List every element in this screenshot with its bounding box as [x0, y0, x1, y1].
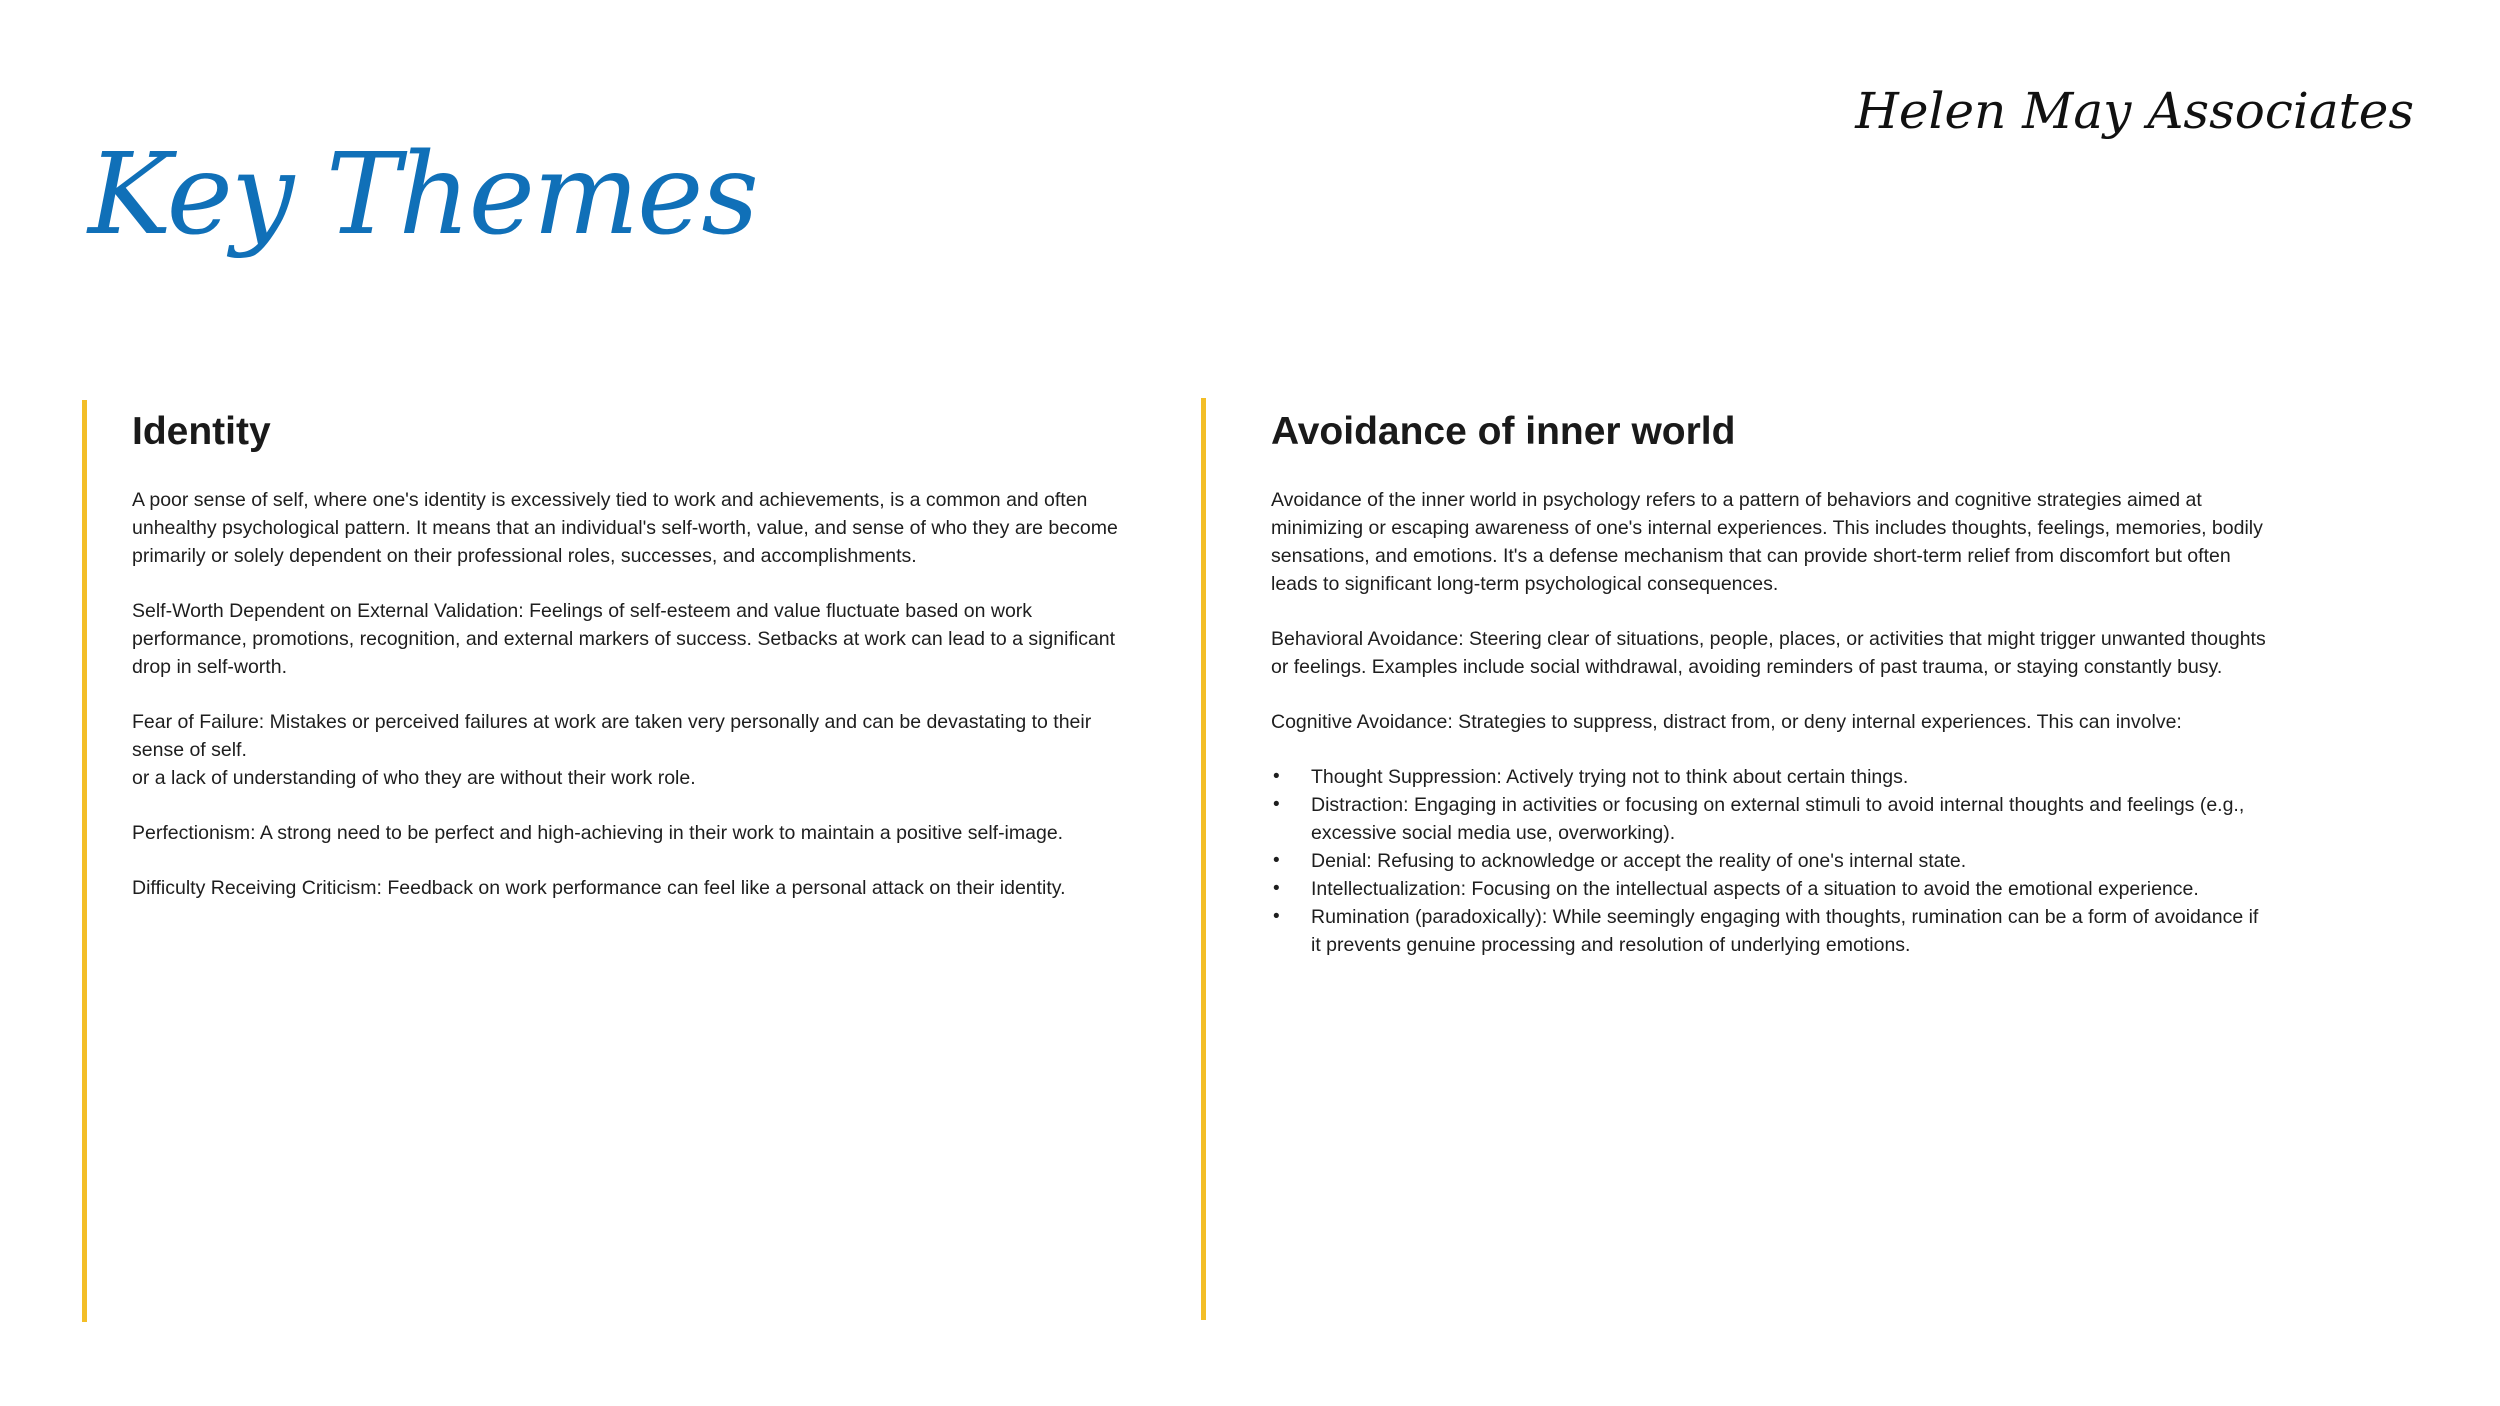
list-item [1271, 763, 2271, 791]
cognitive-avoidance-list [1271, 763, 2271, 959]
fear-of-failure-text: Fear of Failure: Mistakes or perceived failures at work are taken very personally and can be devastating to their sense of self. [132, 711, 1092, 761]
bullet-text: Intellectualization: Focusing on the intellectual aspects of a situation to avoid the emotional experience. [1311, 878, 2199, 900]
identity-intro: A poor sense of self, where one's identity is excessively tied to work and achievements, is a common and often unhealthy psychological pattern. It means that an individual's self-worth, value, and sense of who they are become primarily or solely dependent on their professional roles, successes, and accomplishments. [132, 489, 1118, 567]
bullet-text: Denial: Refusing to acknowledge or accept the reality of one's internal state. [1311, 850, 1967, 872]
bullet-icon: • [1273, 878, 1280, 899]
bullet-text: Distraction: Engaging in activities or focusing on external stimuli to avoid internal thoughts and feelings (e.g., excessive social media use, overworking). [1311, 794, 2245, 844]
avoidance-column [1271, 402, 2271, 959]
bullet-icon: • [1273, 794, 1280, 815]
left-accent-bar [82, 400, 87, 1322]
bullet-text: Thought Suppression: Actively trying not to think about certain things. [1311, 766, 1909, 788]
right-accent-bar [1201, 398, 1206, 1320]
list-item [1271, 875, 2271, 903]
identity-self-worth: Self-Worth Dependent on External Validation: Feelings of self-esteem and value fluctuate based on work performance, promotions, recognition, and external markers of success. Setbacks at work can lead to a significant drop in self-worth. [132, 600, 1116, 678]
avoidance-heading: Avoidance of inner world [1271, 410, 1736, 453]
avoidance-cognitive: Cognitive Avoidance: Strategies to suppress, distract from, or deny internal experiences. This can involve: [1271, 711, 2182, 733]
fear-of-failure-continuation: or a lack of understanding of who they are without their work role. [132, 767, 696, 789]
identity-criticism: Difficulty Receiving Criticism: Feedback on work performance can feel like a personal attack on their identity. [132, 877, 1066, 899]
brand-logo-text: Helen May Associates [1855, 82, 2414, 140]
bullet-icon: • [1273, 850, 1280, 871]
identity-column [132, 402, 1132, 929]
list-item [1271, 903, 2271, 959]
avoidance-intro: Avoidance of the inner world in psychology refers to a pattern of behaviors and cognitive strategies aimed at minimizing or escaping awareness of one's internal experiences. This includes thoughts, feelings, memories, bodily sensations, and emotions. It's a defense mechanism that can provide short-term relief from discomfort but often leads to significant long-term psychological consequences. [1271, 489, 2263, 595]
identity-heading: Identity [132, 410, 271, 453]
bullet-text: Rumination (paradoxically): While seemingly engaging with thoughts, rumination can be a form of avoidance if it prevents genuine processing and resolution of underlying emotions. [1311, 906, 2259, 956]
bullet-icon: • [1273, 766, 1280, 787]
bullet-icon: • [1273, 906, 1280, 927]
avoidance-behavioral: Behavioral Avoidance: Steering clear of situations, people, places, or activities that might trigger unwanted thoughts or feelings. Examples include social withdrawal, avoiding reminders of past trauma, or staying constantly busy. [1271, 628, 2266, 678]
list-item [1271, 847, 2271, 875]
list-item [1271, 791, 2271, 847]
page-title: Key Themes [88, 130, 757, 260]
identity-perfectionism: Perfectionism: A strong need to be perfect and high-achieving in their work to maintain a positive self-image. [132, 822, 1064, 844]
identity-fear-of-failure [132, 708, 1132, 792]
